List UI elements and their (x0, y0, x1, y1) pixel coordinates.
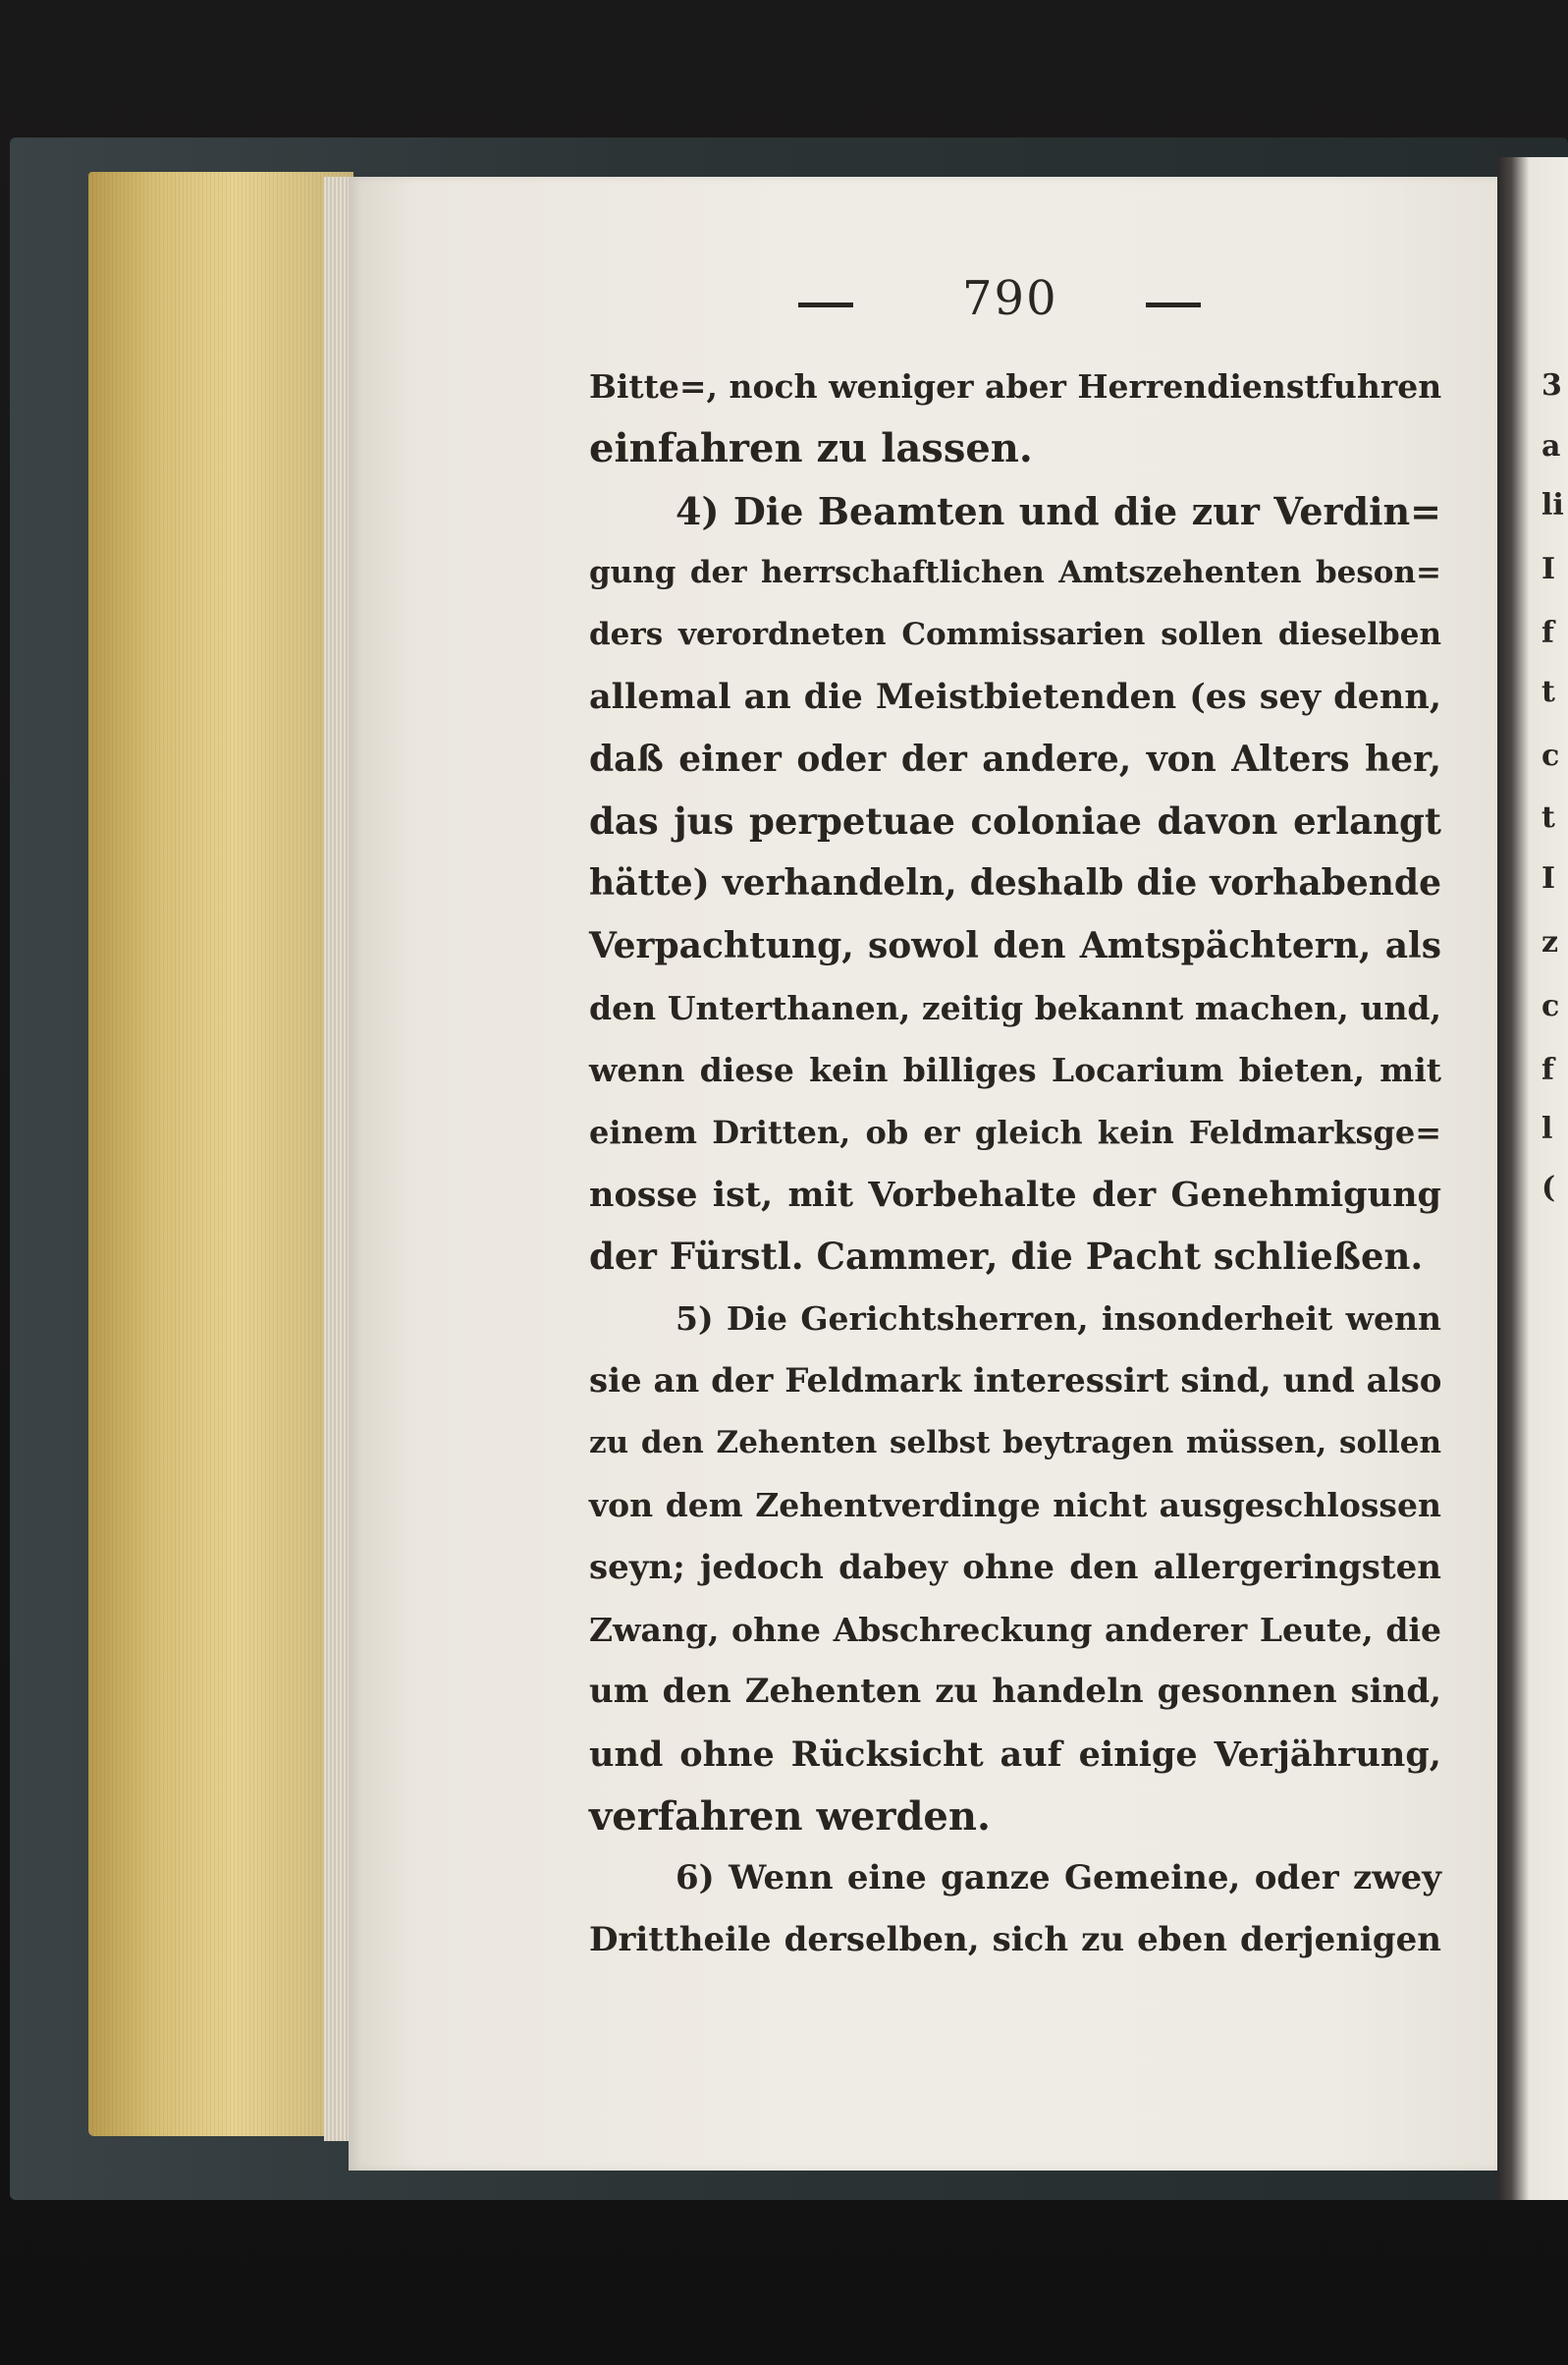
text-line: gung der herrschaftlichen Amtszehenten beson= (589, 554, 1441, 590)
text-line: ders verordneten Commissarien sollen dieselben (589, 617, 1441, 653)
text-line: der Fürstl. Cammer, die Pacht schließen. (589, 1235, 1424, 1279)
text-line: zu den Zehenten selbst beytragen müssen, sollen (589, 1425, 1441, 1461)
text-line: Verpachtung, sowol den Amtspächtern, als (589, 924, 1441, 966)
facing-glyph: t (1541, 800, 1555, 835)
gilt-page-edges (88, 172, 353, 2136)
facing-glyph: I (1541, 552, 1556, 586)
text-line: das jus perpetuae coloniae davon erlangt (589, 799, 1441, 844)
text-line: von dem Zehentverdinge nicht ausgeschlossen (589, 1486, 1441, 1525)
header-dash-right (1146, 302, 1201, 307)
text-line: daß einer oder der andere, von Alters her, (589, 738, 1441, 780)
facing-glyph: ( (1541, 1171, 1556, 1205)
text-line: 5) Die Gerichtsherren, insonderheit wenn (676, 1299, 1441, 1339)
text-line: den Unterthanen, zeitig bekannt machen, und, (589, 988, 1441, 1027)
text-line: und ohne Rücksicht auf einige Verjährung, (589, 1733, 1441, 1775)
page-body-text (589, 356, 1441, 1972)
text-line: hätte) verhandeln, deshalb die vorhabende (589, 862, 1441, 905)
text-line: einem Dritten, ob er gleich kein Feldmarksge= (589, 1113, 1441, 1151)
text-line: 6) Wenn eine ganze Gemeine, oder zwey (676, 1858, 1441, 1898)
facing-glyph: 3 (1541, 368, 1562, 403)
text-line: allemal an die Meistbietenden (es sey denn, (589, 677, 1441, 718)
text-line: sie an der Feldmark interessirt sind, und also (589, 1360, 1442, 1401)
text-line: wenn diese kein billiges Locarium bieten, mit (589, 1051, 1441, 1090)
text-line: nosse ist, mit Vorbehalte der Genehmigung (589, 1174, 1441, 1215)
text-line: seyn; jedoch dabey ohne den allergeringsten (589, 1547, 1441, 1587)
facing-glyph: c (1541, 739, 1560, 773)
facing-glyph: l (1541, 1112, 1553, 1146)
facing-glyph: t (1541, 675, 1555, 709)
text-line: Bitte=, noch weniger aber Herrendienstfuhren (589, 367, 1442, 406)
text-line: 4) Die Beamten und die zur Verdin= (676, 488, 1441, 533)
header-dash-left (798, 302, 853, 307)
facing-glyph: li (1541, 488, 1564, 522)
text-line: Drittheile derselben, sich zu eben derjenigen (589, 1920, 1441, 1960)
facing-glyph: f (1541, 1053, 1554, 1087)
facing-glyph: z (1541, 925, 1559, 960)
text-line: verfahren werden. (589, 1792, 991, 1840)
page-header (349, 263, 1507, 332)
text-line: einfahren zu lassen. (589, 425, 1033, 472)
text-line: um den Zehenten zu handeln gesonnen sind, (589, 1672, 1441, 1712)
text-line: Zwang, ohne Abschreckung anderer Leute, die (589, 1610, 1441, 1649)
facing-glyph: f (1541, 616, 1554, 650)
facing-glyph: I (1541, 861, 1556, 896)
facing-glyph: c (1541, 989, 1560, 1023)
page-number: 790 (962, 271, 1058, 326)
facing-glyph: a (1541, 429, 1561, 464)
